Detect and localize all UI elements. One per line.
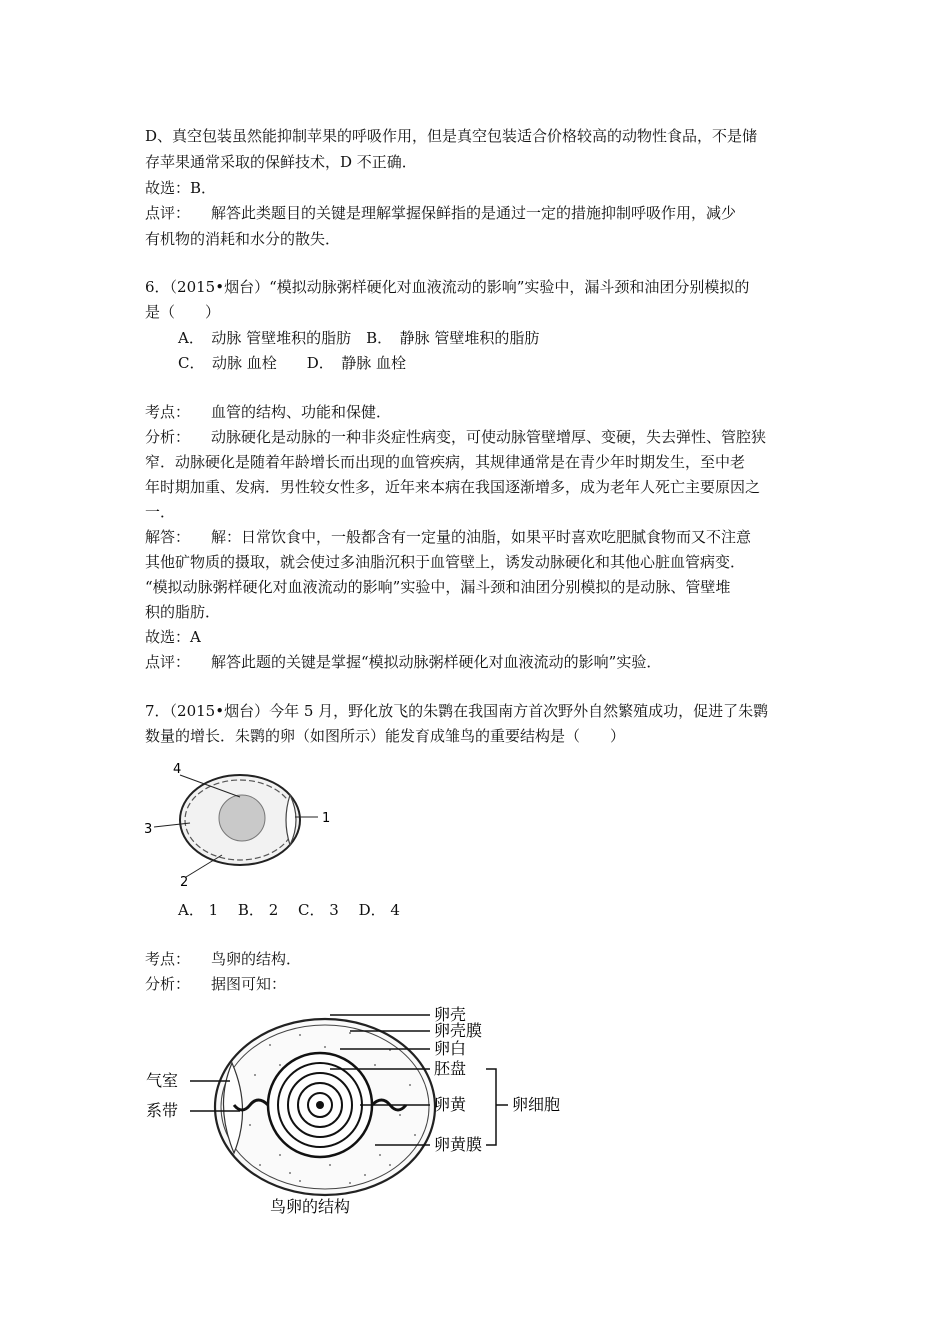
label-luanxibao: 卵细胞 (512, 1095, 561, 1114)
fenxi-line: 分析： 据图可知： (145, 975, 287, 993)
bird-egg-structure-figure (140, 1005, 580, 1220)
fenxi-label: 分析： (145, 428, 191, 446)
text-line: 是（ ） (145, 303, 221, 321)
label-luankemo: 卵壳膜 (434, 1021, 483, 1040)
text-line: 年时期加重、发病．男性较女性多，近年来本病在我国逐渐增多，成为老年人死亡主要原因之 (145, 478, 761, 496)
text-line: 窄．动脉硬化是随着年龄增长而出现的血管疾病，其规律通常是在青少年时期发生，至中老 (145, 453, 746, 471)
text-line: 故选：A (145, 628, 201, 646)
jieda-label: 解答： (145, 528, 191, 546)
comment-label: 点评： (145, 204, 191, 222)
label-qishi: 气室 (146, 1071, 179, 1090)
label-2: 2 (180, 875, 189, 890)
comment-label: 点评： (145, 653, 191, 671)
question-6-line: 6．（2015•烟台）“模拟动脉粥样硬化对血液流动的影响”实验中，漏斗颈和油团分别模拟的 (145, 278, 750, 296)
jieda-line: 解答： 解：日常饮食中，一般都含有一定量的油脂，如果平时喜欢吃肥腻食物而又不注意 (145, 528, 752, 546)
kaodian-line: 考点： 鸟卵的结构． (145, 950, 302, 968)
label-4: 4 (173, 762, 182, 777)
kaodian-line: 考点： 血管的结构、功能和保健． (145, 403, 392, 421)
fenxi-label: 分析： (145, 975, 191, 993)
text-segment: 解答此类题目的关键是理解掌握保鲜指的是通过一定的措施抑制呼吸作用，减少 (211, 204, 737, 222)
figure-caption: 鸟卵的结构 (270, 1197, 351, 1216)
text-line: 数量的增长．朱鹮的卵（如图所示）能发育成雏鸟的重要结构是（ ） (145, 727, 626, 745)
options-line: A． 1 B． 2 C． 3 D． 4 (178, 901, 400, 919)
text-line: 故选：B． (145, 179, 217, 197)
label-luanhuangmo: 卵黄膜 (434, 1135, 483, 1154)
label-luanbai: 卵白 (434, 1039, 467, 1058)
text-line: 积的脂肪． (145, 603, 221, 621)
text-line: D、真空包装虽然能抑制苹果的呼吸作用，但是真空包装适合价格较高的动物性食品，不是储 (145, 127, 758, 145)
option-line: A． 动脉 管壁堆积的脂肪 B． 静脉 管壁堆积的脂肪 (178, 329, 540, 347)
label-1: 1 (322, 811, 331, 826)
egg-figure-numbered (140, 755, 340, 890)
label-jidai: 系带 (146, 1101, 179, 1120)
fenxi-line: 分析： 动脉硬化是动脉的一种非炎症性病变，可使动脉管壁增厚、变硬，失去弹性、管腔狭 (145, 428, 767, 446)
label-luanke: 卵壳 (434, 1005, 467, 1024)
kaodian-label: 考点： (145, 403, 191, 421)
text-line: 存苹果通常采取的保鲜技术，D 不正确． (145, 153, 417, 171)
label-3: 3 (144, 822, 153, 837)
question-7-line: 7．（2015•烟台）今年 5 月，野化放飞的朱鹮在我国南方首次野外自然繁殖成功，促进了朱鹮 (145, 702, 769, 720)
comment-line: 点评： 解答此题的关键是掌握“模拟动脉粥样硬化对血液流动的影响”实验． (145, 653, 662, 671)
text-line: “模拟动脉粥样硬化对血液流动的影响”实验中，漏斗颈和油团分别模拟的是动脉、管壁堆 (145, 578, 731, 596)
label-luanhuang: 卵黄 (434, 1095, 467, 1114)
text-line: 一． (145, 503, 176, 521)
text-line: 有机物的消耗和水分的散失． (145, 230, 341, 248)
option-line: C． 动脉 血栓 D． 静脉 血栓 (178, 354, 407, 372)
text-line: 其他矿物质的摄取，就会使过多油脂沉积于血管壁上，诱发动脉硬化和其他心脏血管病变． (145, 553, 746, 571)
kaodian-label: 考点： (145, 950, 191, 968)
comment-line (145, 203, 736, 223)
label-peipan: 胚盘 (434, 1059, 467, 1078)
